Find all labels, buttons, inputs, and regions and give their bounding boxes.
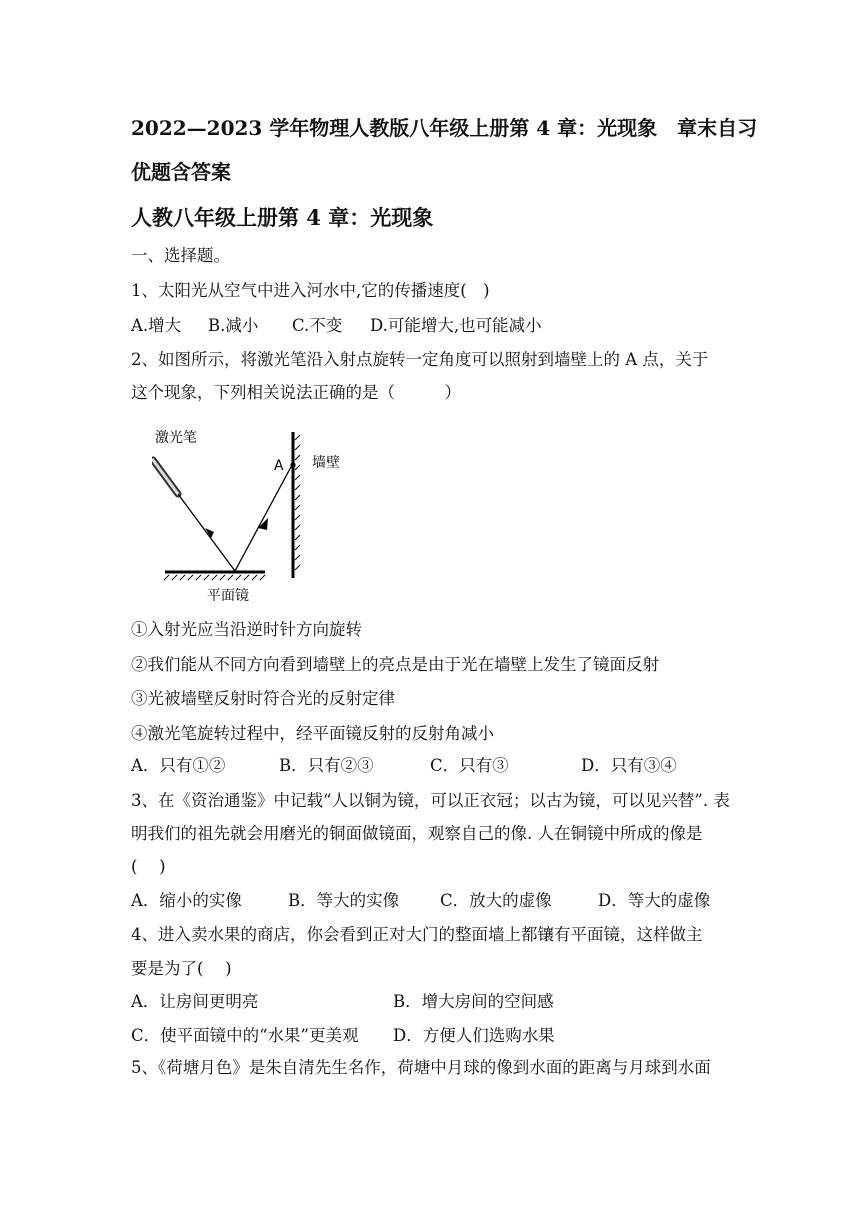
reflected-ray: [235, 465, 292, 571]
q3-stem-line2: 明我们的祖先就会用磨光的铜面做镜面，观察自己的像. 人在铜镜中所成的像是: [131, 824, 703, 843]
part-heading: 一、选择题。: [131, 246, 230, 265]
q4-stem-line1: 4、进入卖水果的商店，你会看到正对大门的整面墙上都镶有平面镜，这样做主: [131, 925, 703, 944]
q1-option-b: B.减小: [208, 316, 259, 335]
q1-option-a: A.增大: [131, 316, 182, 335]
q2-stem-line2: 这个现象，下列相关说法正确的是（ ）: [131, 383, 461, 402]
section-title: 人教八年级上册第 4 章：光现象: [131, 205, 434, 230]
laser-pen-icon: [153, 460, 178, 494]
q2-stem-line1: 2、如图所示，将激光笔沿入射点旋转一定角度可以照射到墙壁上的 A 点，关于: [131, 350, 709, 369]
document-title-line1: 2022—2023 学年物理人教版八年级上册第 4 章：光现象 章末自习: [131, 116, 758, 140]
q3-stem-line3: ( ): [131, 857, 166, 876]
q3-option-a: A．缩小的实像: [131, 891, 242, 910]
q3-option-c: C．放大的虚像: [440, 891, 552, 910]
q4-option-d: D．方便人们选购水果: [393, 1026, 555, 1045]
q2-statement-4: ④激光笔旋转过程中，经平面镜反射的反射角减小: [131, 724, 494, 743]
incident-ray: [178, 494, 235, 571]
q2-statement-3: ③光被墙壁反射时符合光的反射定律: [131, 689, 395, 708]
q4-option-a: A．让房间更明亮: [131, 992, 259, 1011]
q1-option-d: D.可能增大,也可能减小: [370, 316, 542, 335]
q1-option-c: C.不变: [292, 316, 343, 335]
q2-option-d: D．只有③④: [581, 756, 677, 775]
q2-option-c: C．只有③: [430, 756, 509, 775]
q4-option-c: C．使平面镜中的“水果”更美观: [131, 1026, 359, 1045]
q5-stem-line1: 5、《荷塘月色》是朱自清先生名作，荷塘中月球的像到水面的距离与月球到水面: [131, 1058, 711, 1077]
mirror-label: 平面镜: [207, 588, 249, 604]
wall: [293, 432, 300, 578]
q3-option-b: B．等大的实像: [288, 891, 400, 910]
q2-option-b: B．只有②③: [279, 756, 374, 775]
reflection-diagram: [152, 420, 342, 610]
q2-option-a: A．只有①②: [131, 756, 226, 775]
wall-label: 墙壁: [312, 455, 340, 471]
q4-stem-line2: 要是为了( ): [131, 959, 232, 978]
q2-statement-1: ①入射光应当沿逆时针方向旋转: [131, 620, 362, 639]
q2-statement-2: ②我们能从不同方向看到墙壁上的亮点是由于光在墙壁上发生了镜面反射: [131, 655, 659, 674]
q4-option-b: B．增大房间的空间感: [393, 992, 554, 1011]
q3-option-d: D．等大的虚像: [598, 891, 711, 910]
q1-stem: 1、太阳光从空气中进入河水中,它的传播速度( ): [131, 281, 490, 300]
q3-stem-line1: 3、在《资治通鉴》中记载“人以铜为镜，可以正衣冠；以古为镜，可以见兴替”. 表: [131, 791, 730, 810]
point-a-label: A: [274, 458, 284, 474]
point-a-dot: [290, 462, 295, 467]
plane-mirror: [164, 572, 265, 580]
laser-pen-label: 激光笔: [155, 430, 197, 446]
document-title-line2: 优题含答案: [131, 160, 231, 184]
